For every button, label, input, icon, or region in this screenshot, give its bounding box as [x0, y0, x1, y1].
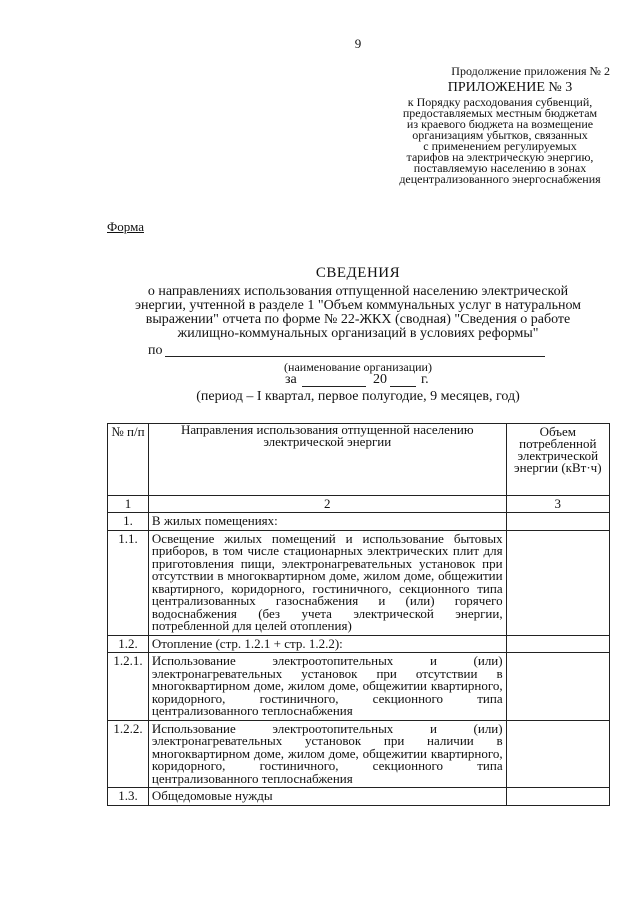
- header-num: № п/п: [108, 424, 149, 496]
- row-value[interactable]: [506, 530, 609, 635]
- org-prefix: по: [148, 343, 163, 358]
- col-number: 3: [506, 496, 609, 513]
- page-number: 9: [354, 36, 362, 51]
- row-text: Общедомовые нужды: [148, 788, 506, 806]
- appendix-line: децентрализованного энергоснабжения: [399, 172, 601, 186]
- table-row: [108, 788, 610, 806]
- appendix-line: поставляемую населению в зонах: [413, 161, 587, 175]
- col-number: 1: [108, 496, 149, 513]
- form-label: Форма: [107, 219, 144, 234]
- date-year-field: [390, 386, 416, 387]
- appendix-line: с применением регулируемых: [423, 139, 577, 153]
- row-number: 1.2.1.: [108, 653, 149, 721]
- subtitle-line: о направлениях использования отпущенной населению электрической: [147, 284, 569, 299]
- continuation-note: Продолжение приложения № 2: [451, 64, 610, 78]
- appendix-line: к Порядку расходования субвенций,: [407, 95, 593, 109]
- table-row: [108, 720, 610, 788]
- subtitle-line: жилищно-коммунальных организаций в условиях реформы": [177, 326, 539, 341]
- date-year-prefix: 20: [373, 372, 387, 387]
- report-table: [107, 423, 610, 806]
- row-number: 1.3.: [108, 788, 149, 806]
- org-caption: (наименование организации): [284, 360, 432, 374]
- row-value[interactable]: [506, 513, 609, 531]
- row-value[interactable]: [506, 788, 609, 806]
- date-suffix: г.: [421, 372, 429, 387]
- table-row: [108, 653, 610, 721]
- header-direction: Направления использования отпущенной населению электрической энергии: [148, 424, 506, 496]
- date-period-field: [302, 386, 366, 387]
- subtitle-line: энергии, учтенной в разделе 1 "Объем коммунальных услуг в натуральном: [134, 298, 582, 313]
- row-text: В жилых помещениях:: [148, 513, 506, 531]
- appendix-line: из краевого бюджета на возмещение: [406, 117, 594, 131]
- period-caption: (период – I квартал, первое полугодие, 9 месяцев, год): [196, 389, 520, 404]
- row-value[interactable]: [506, 653, 609, 721]
- row-number: 1.2.: [108, 635, 149, 653]
- appendix-line: тарифов на электрическую энергию,: [406, 150, 594, 164]
- table-header-row: [108, 424, 610, 496]
- col-number: 2: [148, 496, 506, 513]
- column-numbers-row: [108, 496, 610, 513]
- table-row: [108, 513, 610, 531]
- row-text: Освещение жилых помещений и использование бытовых приборов, в том числе стационарных электрических плит для приготовления пищи, электронагревательных установок при отсутствии в многоквартирном доме, жилом доме, общежитии квартирного, коридорного, гостиничного, секционного типа централизованных газоснабжения и (или) горячего водоснабжения (без учета электрической энергии, потребленной для целей отопления): [148, 530, 506, 635]
- date-prefix: за: [285, 372, 297, 387]
- subtitle-line: выражении" отчета по форме № 22-ЖКХ (сводная) "Сведения о работе: [145, 312, 571, 327]
- appendix-title: ПРИЛОЖЕНИЕ № 3: [447, 80, 573, 95]
- document-title: СВЕДЕНИЯ: [315, 265, 401, 281]
- row-number: 1.1.: [108, 530, 149, 635]
- appendix-line: организациям убытков, связанных: [412, 128, 588, 142]
- appendix-line: предоставляемых местным бюджетам: [402, 106, 598, 120]
- row-number: 1.2.2.: [108, 720, 149, 788]
- row-value[interactable]: [506, 635, 609, 653]
- row-text: Отопление (стр. 1.2.1 + стр. 1.2.2):: [148, 635, 506, 653]
- table-row: [108, 635, 610, 653]
- row-number: 1.: [108, 513, 149, 531]
- row-text: Использование электроотопительных и (или) электронагревательных установок при отсутствии в многоквартирном доме, жилом доме, общежитии квартирного, коридорного, гостиничного, секционного типа централизованного теплоснабжения: [148, 653, 506, 721]
- row-value[interactable]: [506, 720, 609, 788]
- table-row: [108, 530, 610, 635]
- org-name-field: [165, 356, 545, 357]
- row-text: Использование электроотопительных и (или) электронагревательных установок при наличии в многоквартирном доме, жилом доме, общежитии квартирного, коридорного, гостиничного, секционного типа централизованного теплоснабжения: [148, 720, 506, 788]
- header-volume: Объем потребленной электрической энергии (кВт·ч): [506, 424, 609, 496]
